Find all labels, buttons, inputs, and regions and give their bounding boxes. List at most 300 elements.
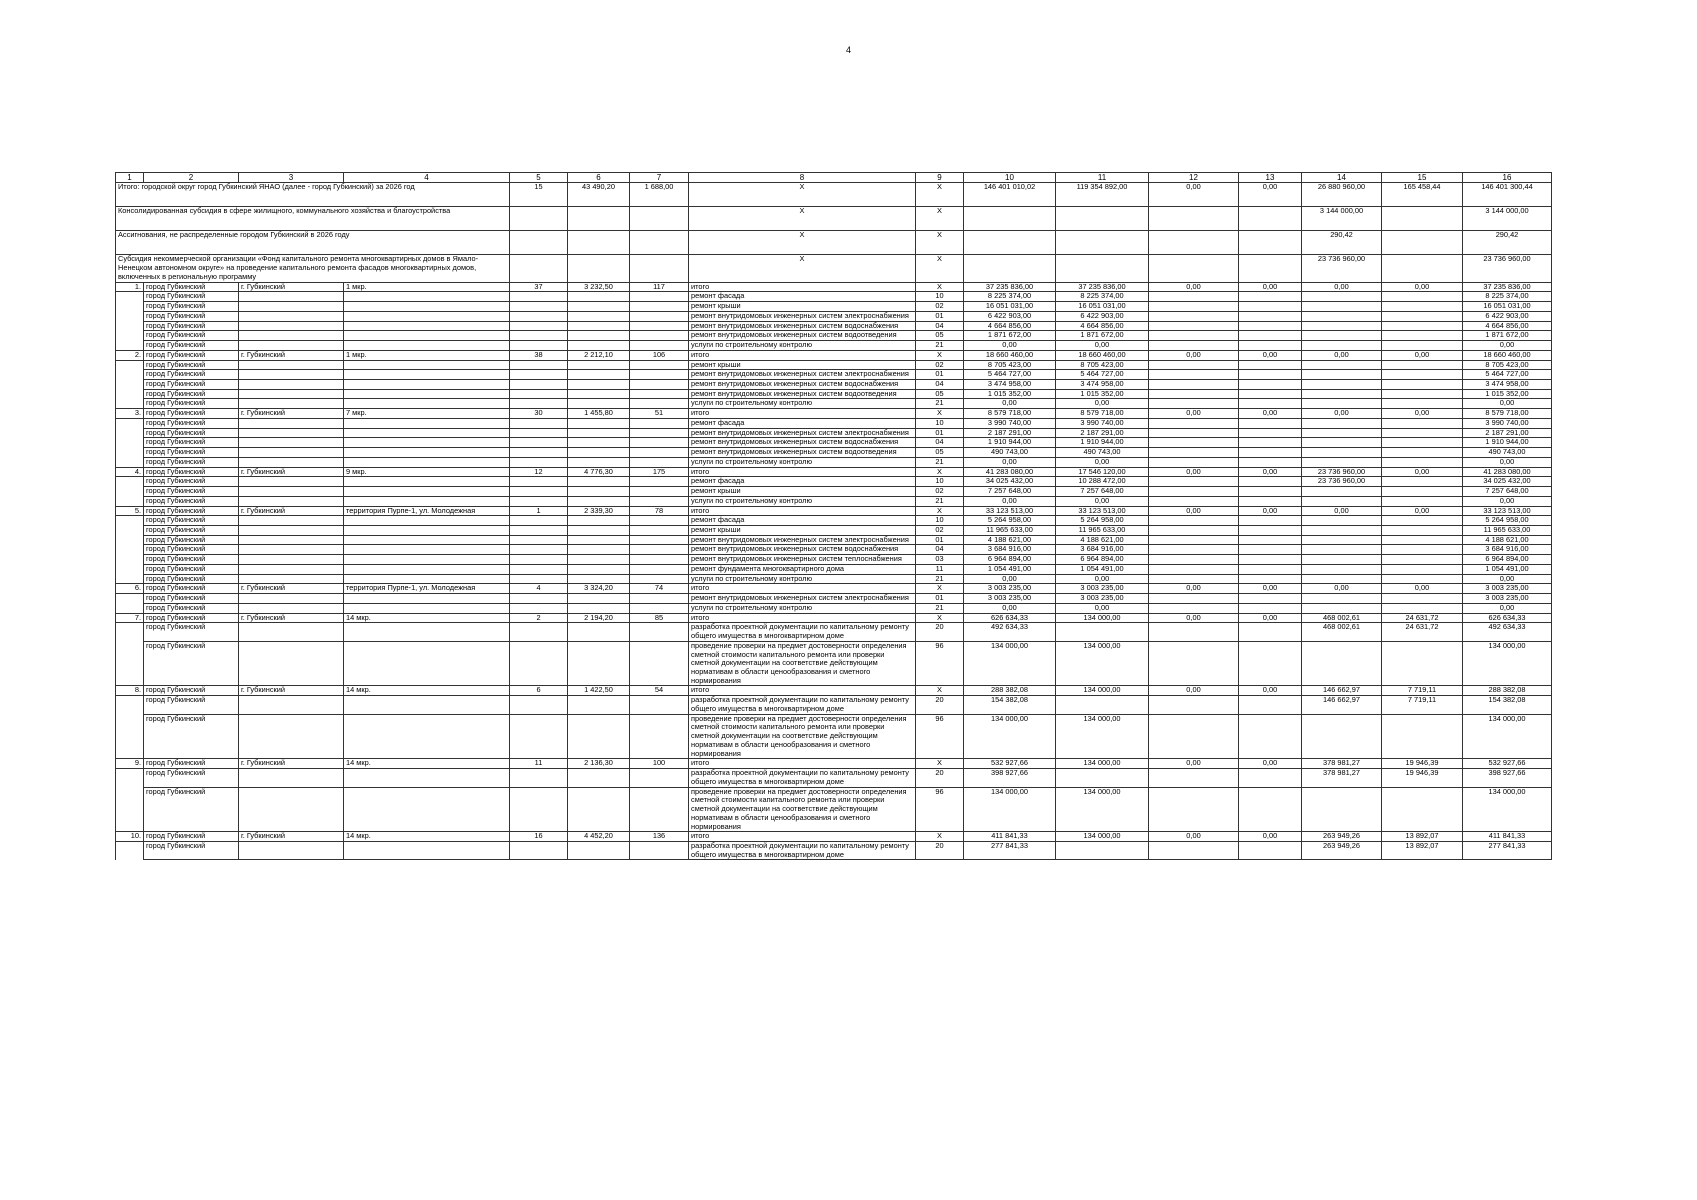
col-16-cell: 492 634,33 xyxy=(1463,623,1552,641)
settlement-cell xyxy=(239,428,344,438)
col-13-cell xyxy=(1239,487,1302,497)
col-6-cell xyxy=(568,399,630,409)
address-cell: 1 мкр. xyxy=(344,350,510,360)
col-16-cell: 3 003 235,00 xyxy=(1463,594,1552,604)
column-number-8: 8 xyxy=(689,173,916,183)
col-10-cell: 8 705 423,00 xyxy=(964,360,1056,370)
col-10-cell: 0,00 xyxy=(964,399,1056,409)
col-16-cell: 4 188 621,00 xyxy=(1463,535,1552,545)
col-14-cell xyxy=(1302,292,1382,302)
col-11-cell: 1 054 491,00 xyxy=(1056,564,1149,574)
column-number-5: 5 xyxy=(510,173,568,183)
address-cell xyxy=(344,603,510,613)
col-6-cell xyxy=(568,438,630,448)
header-row xyxy=(116,173,1552,183)
col-9-cell: 21 xyxy=(916,399,964,409)
col-6-cell xyxy=(568,496,630,506)
col-8-cell: ремонт внутридомовых инженерных систем электроснабжения xyxy=(689,594,916,604)
col-11-cell: 134 000,00 xyxy=(1056,641,1149,686)
col-12-cell: 0,00 xyxy=(1149,282,1239,292)
col-5-cell xyxy=(510,341,568,351)
col-9-cell: 21 xyxy=(916,341,964,351)
col-5-cell xyxy=(510,321,568,331)
col-5-cell xyxy=(510,769,568,787)
col-16-cell: 411 841,33 xyxy=(1463,832,1552,842)
col-7-cell xyxy=(630,516,689,526)
col-7-cell xyxy=(630,696,689,714)
col-6-cell xyxy=(568,603,630,613)
col-9-cell: 10 xyxy=(916,477,964,487)
summary-col-15 xyxy=(1382,231,1463,255)
col-14-cell xyxy=(1302,370,1382,380)
table-row-item xyxy=(116,516,1552,526)
col-13-cell: 0,00 xyxy=(1239,506,1302,516)
col-9-cell: 20 xyxy=(916,623,964,641)
col-8-cell: услуги по строительному контролю xyxy=(689,399,916,409)
col-8-cell: услуги по строительному контролю xyxy=(689,496,916,506)
summary-col-10 xyxy=(964,255,1056,282)
col-11-cell: 5 464 727,00 xyxy=(1056,370,1149,380)
col-16-cell: 1 054 491,00 xyxy=(1463,564,1552,574)
municipality-cell: город Губкинский xyxy=(144,418,239,428)
settlement-cell: г. Губкинский xyxy=(239,467,344,477)
col-11-cell: 134 000,00 xyxy=(1056,832,1149,842)
municipality-cell: город Губкинский xyxy=(144,438,239,448)
col-5-cell: 2 xyxy=(510,613,568,623)
col-8-cell: итого xyxy=(689,584,916,594)
address-cell: 14 мкр. xyxy=(344,613,510,623)
column-number-11: 11 xyxy=(1056,173,1149,183)
row-number xyxy=(116,787,144,832)
address-cell: 9 мкр. xyxy=(344,467,510,477)
col-8-cell: ремонт внутридомовых инженерных систем электроснабжения xyxy=(689,311,916,321)
col-6-cell: 1 422,50 xyxy=(568,686,630,696)
row-number xyxy=(116,641,144,686)
settlement-cell xyxy=(239,841,344,859)
col-14-cell: 23 736 960,00 xyxy=(1302,467,1382,477)
col-15-cell xyxy=(1382,603,1463,613)
col-7-cell: 74 xyxy=(630,584,689,594)
col-16-cell: 288 382,08 xyxy=(1463,686,1552,696)
col-8-cell: ремонт фасада xyxy=(689,418,916,428)
col-16-cell: 2 187 291,00 xyxy=(1463,428,1552,438)
col-10-cell: 1 015 352,00 xyxy=(964,389,1056,399)
table-row-item xyxy=(116,379,1552,389)
settlement-cell xyxy=(239,360,344,370)
col-13-cell xyxy=(1239,331,1302,341)
address-cell: территория Пурпе-1, ул. Молодежная xyxy=(344,506,510,516)
col-14-cell xyxy=(1302,564,1382,574)
settlement-cell xyxy=(239,564,344,574)
row-number: 10. xyxy=(116,832,144,842)
col-13-cell xyxy=(1239,477,1302,487)
col-9-cell: 20 xyxy=(916,841,964,859)
col-16-cell: 0,00 xyxy=(1463,457,1552,467)
summary-col-11 xyxy=(1056,231,1149,255)
col-13-cell: 0,00 xyxy=(1239,350,1302,360)
col-6-cell xyxy=(568,370,630,380)
settlement-cell xyxy=(239,787,344,832)
col-5-cell xyxy=(510,641,568,686)
col-12-cell xyxy=(1149,841,1239,859)
col-13-cell: 0,00 xyxy=(1239,759,1302,769)
column-number-4: 4 xyxy=(344,173,510,183)
municipality-cell: город Губкинский xyxy=(144,594,239,604)
summary-label: Субсидия некоммерческой организации «Фонд капитального ремонта многоквартирных домов в Ямало-Ненецком автономном округе» на проведение капитального ремонта фасадов многоквартирных домов, включенных в региональную программу xyxy=(116,255,510,282)
col-13-cell: 0,00 xyxy=(1239,832,1302,842)
col-11-cell: 0,00 xyxy=(1056,574,1149,584)
col-9-cell: 05 xyxy=(916,331,964,341)
col-12-cell xyxy=(1149,292,1239,302)
table-row-item xyxy=(116,477,1552,487)
summary-col-9: X xyxy=(916,255,964,282)
col-11-cell: 1 910 944,00 xyxy=(1056,438,1149,448)
col-12-cell xyxy=(1149,448,1239,458)
table-row-item xyxy=(116,496,1552,506)
summary-col-5: 15 xyxy=(510,183,568,207)
summary-col-16: 23 736 960,00 xyxy=(1463,255,1552,282)
col-14-cell xyxy=(1302,526,1382,536)
col-10-cell: 4 188 621,00 xyxy=(964,535,1056,545)
col-16-cell: 8 579 718,00 xyxy=(1463,409,1552,419)
capital-repair-table xyxy=(115,172,1552,860)
col-12-cell xyxy=(1149,526,1239,536)
col-6-cell xyxy=(568,311,630,321)
col-5-cell: 4 xyxy=(510,584,568,594)
col-9-cell: X xyxy=(916,506,964,516)
col-11-cell: 3 003 235,00 xyxy=(1056,594,1149,604)
table-row-total xyxy=(116,282,1552,292)
summary-col-16: 290,42 xyxy=(1463,231,1552,255)
municipality-cell: город Губкинский xyxy=(144,613,239,623)
col-5-cell: 37 xyxy=(510,282,568,292)
col-9-cell: 05 xyxy=(916,389,964,399)
col-9-cell: X xyxy=(916,613,964,623)
table-row-total xyxy=(116,613,1552,623)
col-13-cell xyxy=(1239,292,1302,302)
col-7-cell xyxy=(630,370,689,380)
col-5-cell: 38 xyxy=(510,350,568,360)
row-number xyxy=(116,545,144,555)
col-11-cell: 6 964 894,00 xyxy=(1056,555,1149,565)
settlement-cell xyxy=(239,714,344,759)
col-5-cell xyxy=(510,516,568,526)
col-12-cell xyxy=(1149,389,1239,399)
col-13-cell xyxy=(1239,526,1302,536)
municipality-cell: город Губкинский xyxy=(144,516,239,526)
col-9-cell: X xyxy=(916,409,964,419)
table-row-item xyxy=(116,594,1552,604)
col-11-cell: 3 003 235,00 xyxy=(1056,584,1149,594)
col-14-cell xyxy=(1302,787,1382,832)
col-9-cell: 01 xyxy=(916,428,964,438)
col-10-cell: 1 054 491,00 xyxy=(964,564,1056,574)
col-8-cell: проведение проверки на предмет достоверности определения сметной стоимости капитального ремонта или проверки сметной документации на соответствие действующим нормативам в области ценообразования и сметного нормирования xyxy=(689,714,916,759)
col-14-cell xyxy=(1302,438,1382,448)
table-row-item xyxy=(116,574,1552,584)
col-9-cell: 03 xyxy=(916,555,964,565)
col-15-cell: 24 631,72 xyxy=(1382,613,1463,623)
table-row-item xyxy=(116,399,1552,409)
municipality-cell: город Губкинский xyxy=(144,409,239,419)
col-12-cell xyxy=(1149,302,1239,312)
col-10-cell: 4 664 856,00 xyxy=(964,321,1056,331)
row-number xyxy=(116,769,144,787)
summary-col-16: 146 401 300,44 xyxy=(1463,183,1552,207)
col-10-cell: 411 841,33 xyxy=(964,832,1056,842)
col-6-cell xyxy=(568,714,630,759)
col-16-cell: 3 474 958,00 xyxy=(1463,379,1552,389)
row-number xyxy=(116,623,144,641)
table-row-item xyxy=(116,564,1552,574)
col-12-cell: 0,00 xyxy=(1149,759,1239,769)
col-7-cell xyxy=(630,399,689,409)
address-cell xyxy=(344,787,510,832)
col-12-cell xyxy=(1149,438,1239,448)
summary-row xyxy=(116,255,1552,282)
address-cell xyxy=(344,389,510,399)
col-6-cell xyxy=(568,360,630,370)
summary-col-12 xyxy=(1149,207,1239,231)
col-11-cell xyxy=(1056,696,1149,714)
municipality-cell: город Губкинский xyxy=(144,331,239,341)
col-12-cell xyxy=(1149,379,1239,389)
col-11-cell: 490 743,00 xyxy=(1056,448,1149,458)
col-5-cell xyxy=(510,360,568,370)
col-15-cell: 0,00 xyxy=(1382,409,1463,419)
settlement-cell xyxy=(239,292,344,302)
col-6-cell xyxy=(568,292,630,302)
col-7-cell xyxy=(630,487,689,497)
col-7-cell xyxy=(630,477,689,487)
col-11-cell: 5 264 958,00 xyxy=(1056,516,1149,526)
address-cell xyxy=(344,428,510,438)
col-12-cell xyxy=(1149,594,1239,604)
col-15-cell xyxy=(1382,457,1463,467)
col-12-cell xyxy=(1149,360,1239,370)
col-15-cell xyxy=(1382,292,1463,302)
col-12-cell xyxy=(1149,496,1239,506)
col-8-cell: ремонт фасада xyxy=(689,292,916,302)
row-number xyxy=(116,696,144,714)
row-number: 1. xyxy=(116,282,144,292)
col-16-cell: 5 264 958,00 xyxy=(1463,516,1552,526)
address-cell xyxy=(344,360,510,370)
settlement-cell xyxy=(239,311,344,321)
row-number xyxy=(116,331,144,341)
col-15-cell xyxy=(1382,714,1463,759)
col-16-cell: 1 910 944,00 xyxy=(1463,438,1552,448)
col-16-cell: 0,00 xyxy=(1463,496,1552,506)
col-14-cell xyxy=(1302,448,1382,458)
row-number xyxy=(116,302,144,312)
col-13-cell xyxy=(1239,841,1302,859)
col-9-cell: X xyxy=(916,467,964,477)
col-11-cell: 10 288 472,00 xyxy=(1056,477,1149,487)
col-13-cell xyxy=(1239,389,1302,399)
col-8-cell: ремонт внутридомовых инженерных систем теплоснабжения xyxy=(689,555,916,565)
row-number xyxy=(116,292,144,302)
row-number xyxy=(116,714,144,759)
col-9-cell: 02 xyxy=(916,487,964,497)
row-number xyxy=(116,574,144,584)
address-cell xyxy=(344,399,510,409)
summary-col-9: X xyxy=(916,183,964,207)
summary-col-14: 3 144 000,00 xyxy=(1302,207,1382,231)
col-11-cell: 11 965 633,00 xyxy=(1056,526,1149,536)
col-8-cell: ремонт крыши xyxy=(689,360,916,370)
col-9-cell: 10 xyxy=(916,418,964,428)
col-12-cell xyxy=(1149,341,1239,351)
col-5-cell xyxy=(510,545,568,555)
col-7-cell xyxy=(630,526,689,536)
col-6-cell xyxy=(568,418,630,428)
address-cell xyxy=(344,594,510,604)
col-8-cell: проведение проверки на предмет достоверности определения сметной стоимости капитального ремонта или проверки сметной документации на соответствие действующим нормативам в области ценообразования и сметного нормирования xyxy=(689,641,916,686)
col-15-cell: 0,00 xyxy=(1382,282,1463,292)
col-7-cell xyxy=(630,623,689,641)
col-5-cell xyxy=(510,496,568,506)
municipality-cell: город Губкинский xyxy=(144,496,239,506)
row-number: 2. xyxy=(116,350,144,360)
col-7-cell: 175 xyxy=(630,467,689,477)
settlement-cell: г. Губкинский xyxy=(239,759,344,769)
col-5-cell xyxy=(510,292,568,302)
col-10-cell: 1 871 672,00 xyxy=(964,331,1056,341)
col-15-cell xyxy=(1382,370,1463,380)
col-13-cell xyxy=(1239,787,1302,832)
col-10-cell: 34 025 432,00 xyxy=(964,477,1056,487)
table-row-item xyxy=(116,302,1552,312)
col-5-cell xyxy=(510,574,568,584)
col-12-cell: 0,00 xyxy=(1149,350,1239,360)
col-14-cell xyxy=(1302,594,1382,604)
col-11-cell: 1 871 672,00 xyxy=(1056,331,1149,341)
col-12-cell: 0,00 xyxy=(1149,686,1239,696)
col-10-cell: 3 474 958,00 xyxy=(964,379,1056,389)
row-number xyxy=(116,564,144,574)
col-5-cell xyxy=(510,379,568,389)
col-8-cell: итого xyxy=(689,409,916,419)
col-8-cell: итого xyxy=(689,467,916,477)
col-9-cell: 01 xyxy=(916,370,964,380)
col-6-cell xyxy=(568,555,630,565)
col-12-cell: 0,00 xyxy=(1149,409,1239,419)
col-8-cell: разработка проектной документации по капитальному ремонту общего имущества в многоквартирном доме xyxy=(689,769,916,787)
address-cell xyxy=(344,574,510,584)
col-9-cell: 10 xyxy=(916,292,964,302)
address-cell xyxy=(344,311,510,321)
col-15-cell xyxy=(1382,564,1463,574)
row-number xyxy=(116,496,144,506)
row-number xyxy=(116,594,144,604)
table-row-item xyxy=(116,769,1552,787)
col-6-cell xyxy=(568,487,630,497)
col-10-cell: 8 225 374,00 xyxy=(964,292,1056,302)
col-16-cell: 3 003 235,00 xyxy=(1463,584,1552,594)
row-number xyxy=(116,311,144,321)
col-16-cell: 1 015 352,00 xyxy=(1463,389,1552,399)
col-10-cell: 398 927,66 xyxy=(964,769,1056,787)
col-8-cell: ремонт внутридомовых инженерных систем водоснабжения xyxy=(689,321,916,331)
col-13-cell xyxy=(1239,574,1302,584)
municipality-cell: город Губкинский xyxy=(144,603,239,613)
municipality-cell: город Губкинский xyxy=(144,477,239,487)
col-7-cell xyxy=(630,545,689,555)
summary-col-15: 165 458,44 xyxy=(1382,183,1463,207)
summary-col-10 xyxy=(964,207,1056,231)
col-10-cell: 11 965 633,00 xyxy=(964,526,1056,536)
col-10-cell: 532 927,66 xyxy=(964,759,1056,769)
col-7-cell xyxy=(630,360,689,370)
col-13-cell xyxy=(1239,564,1302,574)
col-12-cell xyxy=(1149,555,1239,565)
col-9-cell: 21 xyxy=(916,603,964,613)
col-9-cell: 02 xyxy=(916,302,964,312)
col-14-cell: 468 002,61 xyxy=(1302,613,1382,623)
col-9-cell: X xyxy=(916,350,964,360)
col-10-cell: 0,00 xyxy=(964,457,1056,467)
municipality-cell: город Губкинский xyxy=(144,379,239,389)
col-5-cell xyxy=(510,457,568,467)
table-row-item xyxy=(116,841,1552,859)
col-9-cell: 21 xyxy=(916,496,964,506)
address-cell xyxy=(344,769,510,787)
col-15-cell xyxy=(1382,311,1463,321)
col-13-cell: 0,00 xyxy=(1239,409,1302,419)
summary-col-12: 0,00 xyxy=(1149,183,1239,207)
col-14-cell: 378 981,27 xyxy=(1302,759,1382,769)
col-6-cell: 2 194,20 xyxy=(568,613,630,623)
col-11-cell: 37 235 836,00 xyxy=(1056,282,1149,292)
col-5-cell xyxy=(510,594,568,604)
summary-col-11 xyxy=(1056,207,1149,231)
col-16-cell: 7 257 648,00 xyxy=(1463,487,1552,497)
col-11-cell: 3 684 916,00 xyxy=(1056,545,1149,555)
summary-col-10 xyxy=(964,231,1056,255)
settlement-cell xyxy=(239,370,344,380)
col-5-cell xyxy=(510,370,568,380)
col-10-cell: 5 264 958,00 xyxy=(964,516,1056,526)
col-6-cell xyxy=(568,594,630,604)
col-8-cell: итого xyxy=(689,282,916,292)
col-10-cell: 134 000,00 xyxy=(964,641,1056,686)
col-11-cell: 8 705 423,00 xyxy=(1056,360,1149,370)
col-8-cell: услуги по строительному контролю xyxy=(689,603,916,613)
col-13-cell xyxy=(1239,311,1302,321)
settlement-cell xyxy=(239,623,344,641)
summary-col-15 xyxy=(1382,207,1463,231)
row-number: 8. xyxy=(116,686,144,696)
summary-label: Итого: городской округ город Губкинский ЯНАО (далее - город Губкинский) за 2026 год xyxy=(116,183,510,207)
municipality-cell: город Губкинский xyxy=(144,457,239,467)
col-10-cell: 0,00 xyxy=(964,496,1056,506)
col-9-cell: 02 xyxy=(916,526,964,536)
row-number xyxy=(116,360,144,370)
col-8-cell: итого xyxy=(689,759,916,769)
settlement-cell xyxy=(239,594,344,604)
col-8-cell: разработка проектной документации по капитальному ремонту общего имущества в многоквартирном доме xyxy=(689,841,916,859)
col-7-cell xyxy=(630,714,689,759)
column-number-9: 9 xyxy=(916,173,964,183)
col-5-cell xyxy=(510,564,568,574)
settlement-cell: г. Губкинский xyxy=(239,686,344,696)
col-14-cell xyxy=(1302,487,1382,497)
col-13-cell xyxy=(1239,360,1302,370)
row-number xyxy=(116,603,144,613)
col-15-cell xyxy=(1382,389,1463,399)
col-7-cell xyxy=(630,438,689,448)
